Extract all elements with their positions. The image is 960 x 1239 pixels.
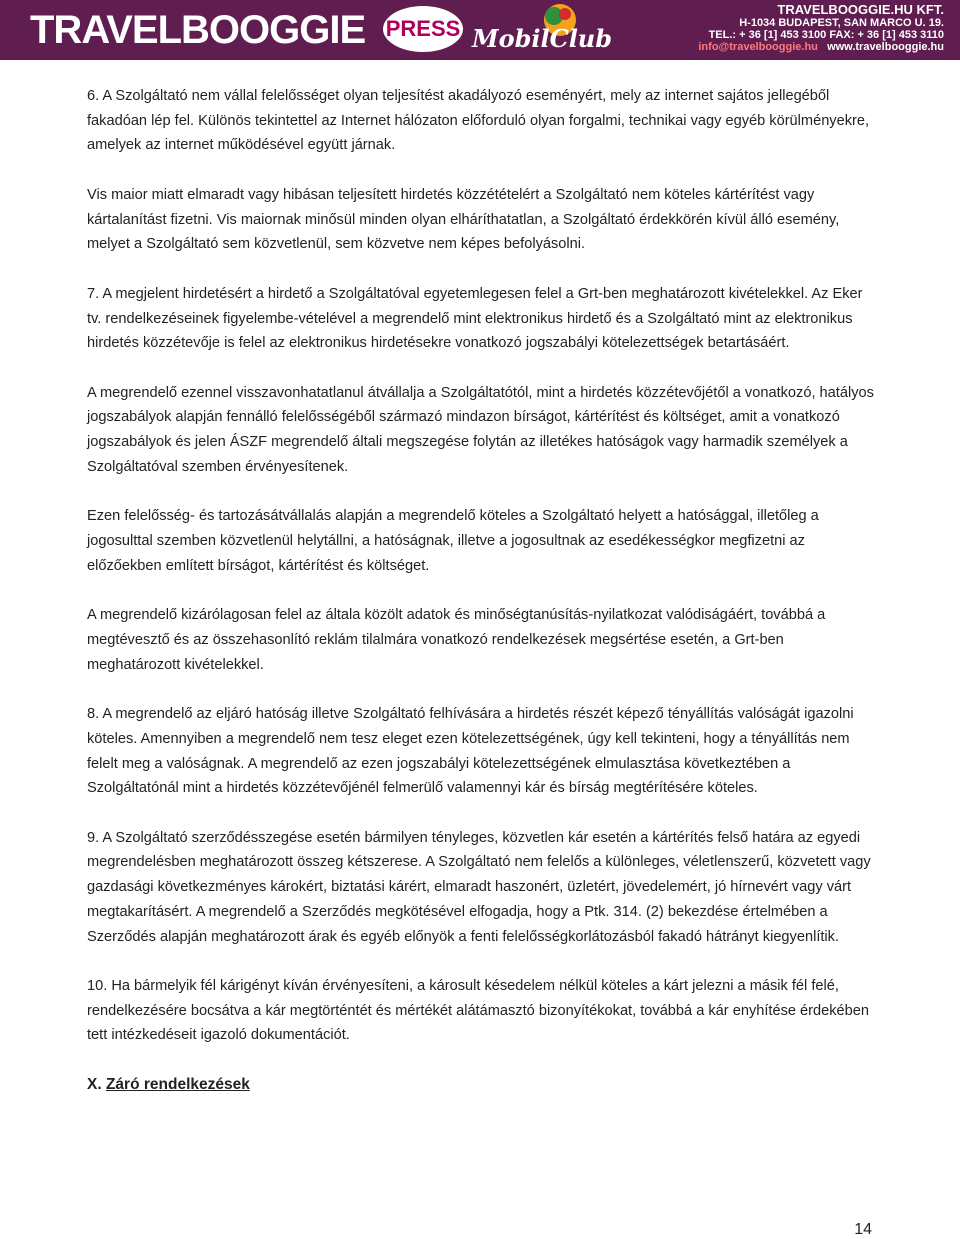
paragraph-6: 6. A Szolgáltató nem vállal felelősséget olyan teljesítést akadályozó eseményért, mely az internet sajátos jellegéből fakadóan lép fel. Különös tekintettel az Internet hálózaton előforduló olyan forgalmi, technikai vagy egyéb körülményekre, amelyek az internet működésével együtt járnak. bbox=[87, 88, 870, 154]
press-logo: PRESS bbox=[383, 6, 463, 52]
paragraph-9: 9. A Szolgáltató szerződésszegése esetén bármilyen tényleges, közvetlen kár esetén a kártérítés felső határa az egyedi megrendelésben meghatározott összeg kétszerese. A Szolgáltató nem felelős a különleges, véletlenszerű, közvetett vagy gazdasági következményes károkért, biztatási kárért, elmaradt haszonért, üzletért, jövedelemért, jó hírnevért vagy várt megtakarításért. A megrendelő a Szerződés megkötésével elfogadja, hogy a Ptk. 314. (2) bekezdése értelmében a Szerződés alapján meghatározott árak és egyéb előnyök a fenti felelősségkorlátozásból fakadó hátrányt kiegyenlítik. bbox=[87, 829, 871, 945]
page-header bbox=[0, 0, 960, 60]
company-email: info@travelbooggie.hu bbox=[698, 41, 818, 53]
document-body bbox=[87, 84, 877, 1122]
company-web-contact bbox=[698, 41, 944, 53]
company-address: H-1034 BUDAPEST, SAN MARCO U. 19. bbox=[739, 17, 944, 29]
paragraph-10: 10. Ha bármelyik fél kárigényt kíván érvényesíteni, a károsult késedelem nélkül köteles a kárt jelezni a másik fél felé, rendelkezésére bocsátva a kár megtörténtét és mértékét alátámasztó bizonyítékokat, továbbá a kár enyhítése érdekében tett intézkedéseit igazoló dokumentációt. bbox=[87, 978, 870, 1044]
section-title: Záró rendelkezések bbox=[105, 1075, 250, 1093]
section-heading bbox=[87, 1073, 877, 1098]
travelbooggie-logo: TRAVELBOOGGIE bbox=[30, 8, 366, 52]
paragraph-8: 8. A megrendelő az eljáró hatóság illetve Szolgáltató felhívására a hirdetés részét képező tényállítás valóságát igazolni köteles. Amennyiben a megrendelő nem tesz eleget ezen kötelezettségének, úgy kell tekinteni, hogy a tényállítás nem felelt meg a valóságnak. A megrendelő az ezen jogszabályi kötelezettségének elmulasztása következtében a Szolgáltatónál mint a hirdetés közzétevőjénél felmerülő valamennyi kár és bírság megtérítésére köteles. bbox=[87, 706, 854, 797]
company-phone-fax: TEL.: + 36 [1] 453 3100 FAX: + 36 [1] 453 3110 bbox=[708, 29, 944, 41]
paragraph-vis-maior: Vis maior miatt elmaradt vagy hibásan teljesített hirdetés közzétételért a Szolgáltató nem köteles kártérítést vagy kártalanítást fizetni. Vis maiornak minősül minden olyan elháríthatatlan, a Szolgáltató érdekkörén kívül álló esemény, melyet a Szolgáltató sem közvetlenül, sem közvetve nem képes befolyásolni. bbox=[87, 186, 840, 253]
section-number: X. bbox=[87, 1075, 102, 1093]
company-website: www.travelbooggie.hu bbox=[827, 41, 944, 53]
paragraph-liability-transfer: A megrendelő ezennel visszavonhatatlanul átvállalja a Szolgáltatótól, mint a hirdetés közzétevőjétől a vonatkozó, hatályos jogszabályok alapján fennálló felelősségéből származó mindazon bírságot, kártérítést és költséget, amit a vonatkozó jogszabályok és jelen ÁSZF megrendelő általi megszegése folytán az illetékes hatóságok vagy harmadik személyek a Szolgáltatóval szemben érvényesítenek. bbox=[87, 384, 874, 475]
page-number: 14 bbox=[854, 1221, 872, 1238]
mobilclub-label: MobilClub bbox=[472, 24, 613, 53]
paragraph-liability-obligation: Ezen felelősség- és tartozásátvállalás alapján a megrendelő köteles a Szolgáltató helyett a hatósággal, illetőleg a jogosulttal szemben közvetlenül helytállni, a hatóságnak, illetve a jogosultnak az esedékességkor megfizetni az előzőekben említett bírságot, kártérítést és költséget. bbox=[87, 508, 819, 574]
paragraph-data-accuracy: A megrendelő kizárólagosan felel az általa közölt adatok és minőségtanúsítás-nyilatkozat valódiságáért, továbbá a megtévesztő és az összehasonlító reklám tilalmára vonatkozó rendelkezések megsértése esetén, a Grt-ben meghatározott kivételekkel. bbox=[87, 607, 826, 673]
paragraph-7: 7. A megjelent hirdetésért a hirdető a Szolgáltatóval egyetemlegesen felel a Grt-ben meghatározott kivételekkel. Az Eker tv. rendelkezéseinek figyelembe-vételével a megrendelő mint elektronikus hirdető és a Szolgáltató mint az elektronikus hirdetés közzétevője is felel az elektronikus hirdetésekre vonatkozó jogszabályi kötelezettségek betartásáért. bbox=[87, 285, 863, 352]
company-name: TRAVELBOOGGIE.HU KFT. bbox=[777, 2, 944, 17]
contact-block bbox=[698, 2, 944, 53]
